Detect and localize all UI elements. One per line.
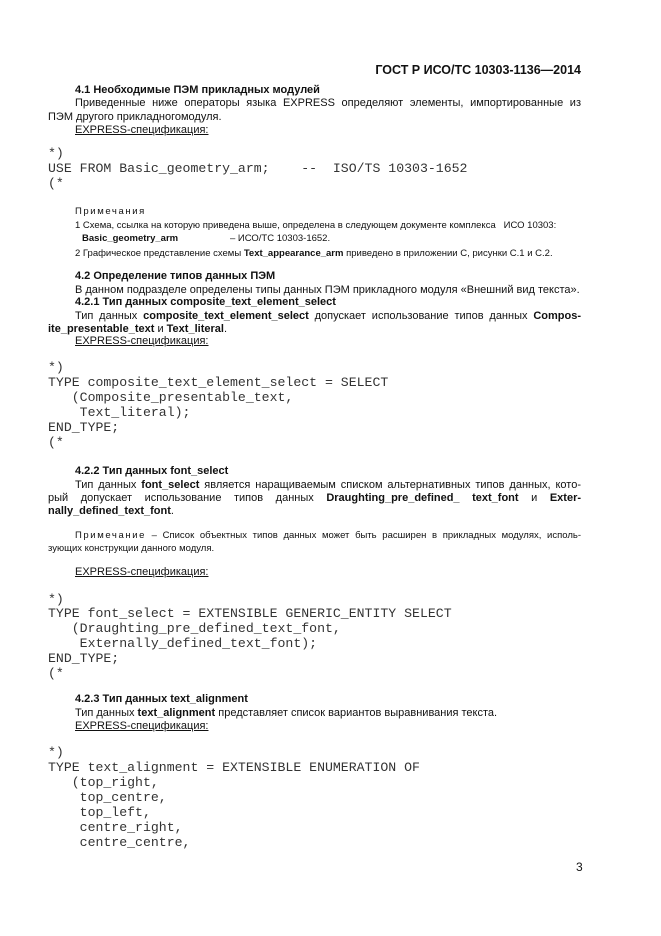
section-4-2-heading: 4.2 Определение типов данных ПЭМ — [75, 270, 276, 282]
code-line: *) — [48, 745, 64, 760]
code-line: centre_right, — [48, 820, 183, 835]
code-line: (* — [48, 176, 64, 191]
code-line: TYPE text_alignment = EXTENSIBLE ENUMERATION OF — [48, 760, 420, 775]
document-header: ГОСТ Р ИСО/ТС 10303-1136—2014 — [375, 63, 581, 77]
section-4-2-2-note: Примечание – Список объектных типов данных может быть расширен в прикладных модулях, исполь- — [75, 530, 581, 541]
section-4-2-3-heading: 4.2.3 Тип данных text_alignment — [75, 693, 248, 705]
code-line: top_left, — [48, 805, 151, 820]
code-line: (top_right, — [48, 775, 159, 790]
code-line: (Composite_presentable_text, — [48, 390, 294, 405]
code-line: TYPE font_select = EXTENSIBLE GENERIC_ENTITY SELECT — [48, 606, 452, 621]
code-line: END_TYPE; — [48, 651, 120, 666]
code-line: centre_centre, — [48, 835, 191, 850]
code-line: *) — [48, 592, 64, 607]
code-line: (Draughting_pre_defined_text_font, — [48, 621, 341, 636]
express-spec-label-1: EXPRESS-спецификация: — [75, 124, 209, 136]
page-number: 3 — [576, 860, 583, 874]
code-line: *) — [48, 146, 64, 161]
express-spec-label-2: EXPRESS-спецификация: — [75, 335, 209, 347]
section-4-2-text: В данном подразделе определены типы данных ПЭМ прикладного модуля «Внешний вид текста». — [75, 284, 580, 296]
code-line: top_centre, — [48, 790, 167, 805]
code-line: *) — [48, 360, 64, 375]
code-line: (* — [48, 435, 64, 450]
section-4-1-line1: Приведенные ниже операторы языка EXPRESS определяют элементы, импортированные из — [75, 97, 581, 109]
section-4-1-line2: ПЭМ другого прикладногомодуля. — [48, 111, 222, 123]
express-spec-label-3: EXPRESS-спецификация: — [75, 566, 209, 578]
express-spec-label-4: EXPRESS-спецификация: — [75, 720, 209, 732]
note-1-schema: Basic_geometry_arm — [82, 233, 179, 244]
section-4-2-2-line1: Тип данных font_select является наращиваемым списком альтернативных типов данных, кото- — [75, 479, 581, 491]
note-1-ref: – ИСО/ТС 10303-1652. — [230, 233, 331, 244]
section-4-1-heading: 4.1 Необходимые ПЭМ прикладных модулей — [75, 84, 320, 96]
section-4-2-3-line1: Тип данных text_alignment представляет список вариантов выравнивания текста. — [75, 707, 498, 719]
section-4-2-2-line3: nally_defined_text_font. — [48, 505, 174, 517]
code-line: (* — [48, 666, 64, 681]
section-4-2-2-heading: 4.2.2 Тип данных font_select — [75, 465, 229, 477]
section-4-2-2-line2: рый допускает использование типов данных Draughting_pre_defined_ text_font и Exter- — [48, 492, 582, 504]
note-1-line1: 1 Схема, ссылка на которую приведена выше, определена в следующем документе комплекса ИСО 10303: — [75, 220, 557, 231]
section-4-2-1-line1: Тип данных composite_text_element_select допускает использование типов данных Compos- — [75, 310, 581, 322]
section-4-2-1-heading: 4.2.1 Тип данных composite_text_element_select — [75, 296, 336, 308]
code-line: USE FROM Basic_geometry_arm; -- ISO/TS 10303-1652 — [48, 161, 468, 176]
note-2: 2 Графическое представление схемы Text_appearance_arm приведено в приложении С, рисунки С.1 и С.2. — [75, 248, 553, 259]
code-line: Externally_defined_text_font); — [48, 636, 318, 651]
section-4-2-1-line2: ite_presentable_text и Text_literal. — [48, 323, 227, 335]
code-line: END_TYPE; — [48, 420, 120, 435]
code-line: Text_literal); — [48, 405, 191, 420]
code-line: TYPE composite_text_element_select = SELECT — [48, 375, 389, 390]
notes-title: Примечания — [75, 206, 146, 217]
section-4-2-2-note-line2: зующих конструкции данного модуля. — [48, 543, 215, 554]
